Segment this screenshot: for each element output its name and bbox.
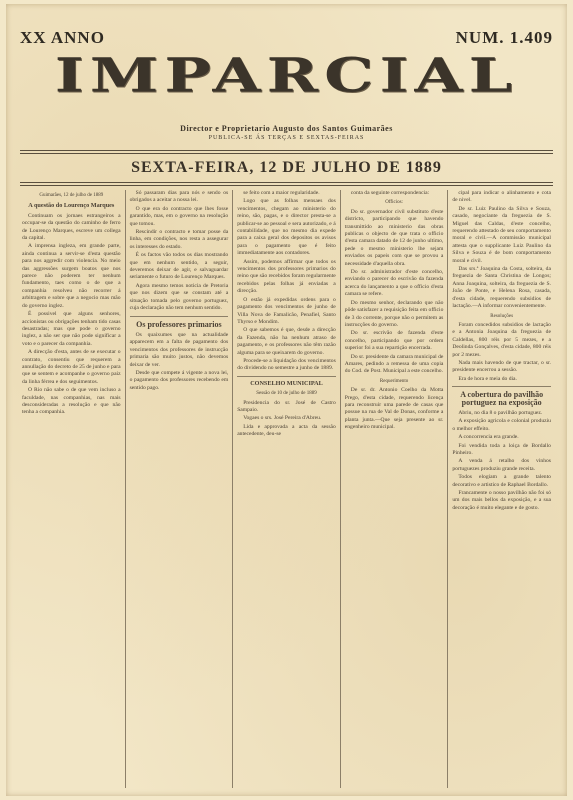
paragraph: Assim, podemos affirmar que todos os vencimentos dos professores primarios do reino que são recebidos foram regularmente recebidos pelas folhas já enviadas a direcção. — [237, 258, 336, 295]
paragraph: É possivel que alguns senhores, accionistas ou obrigações tenham tido casas desastradas; mas que pode o governo inglez, a não ser que não pode significar a voto e o parecer da companhia. — [22, 311, 121, 347]
paragraph: Do sr. governador civil substituto d'este districto, participando que havendo transmittido ao ministerio das obras publicas o objecto de que trata o officio d'esta camara datado de 12 de junho ultimo, pede o mesmo ministerio lhe sejam enviados os papeis com que se provou a necessidade d'aquella obra. — [344, 208, 444, 267]
issue-number: NUM. 1.409 — [455, 28, 553, 47]
paragraph: Presidencia do sr. José de Castro Sampaio. — [237, 399, 336, 413]
paragraph: se feito com a maior regularidade. — [243, 190, 320, 196]
column-1 — [18, 190, 125, 788]
column-5 — [447, 190, 555, 788]
paragraph: Vogaes o srs. José Pereira d'Abreu. — [243, 415, 322, 422]
year-label: XX ANNO — [20, 28, 105, 47]
divider — [452, 386, 551, 387]
paragraph: Era de hora e meia do dia. — [458, 375, 517, 382]
publication-line: PUBLICA-SE ÁS TERÇAS E SEXTAS-FEIRAS — [208, 135, 365, 141]
paragraph: Nada mais havendo de que tractar, o sr. presidente encerrou a sessão. — [452, 359, 551, 374]
header-topline — [20, 28, 553, 48]
paragraph: Do mesmo senhor, declarando que não pôde satisfazer a requisição feita em officio de 3 do corrente, porque não o permitem as instrucções do governo. — [344, 299, 444, 328]
paragraph: Logo que as folhas mensaes dos vencimentos, chegam ao ministerio do reino, são, pagas, e o director presta-se a publicar-se ao pessoal e sera autorizado, e á contabilidade, que no mesmo dia expede para a caixa geral dos depositos os avisos para o pagamento que é feito immediatamente aos contadores. — [237, 198, 336, 257]
section-label: Resoluções — [490, 313, 514, 319]
paragraph: conta da seguinte correspondencia: — [350, 190, 430, 196]
article-heading: Os professores primarios — [136, 319, 222, 329]
director-line: Director e Proprietario Augusto dos Santos Guimarães — [180, 124, 393, 133]
paragraph: Procede-se a liquidação dos vencimentos do dividendo no semestre a junho de 1889. — [237, 357, 336, 372]
paragraph: De sr. Luiz Paulino da Silva e Souza, casado, negociante da freguezia de S. Miguel das Caldas, d'este concelho, requerendo attestado de seu comportamento moral e civil.—A commissão municipal attesta que o supplicante Luiz Paulino da Silva e Souza é de bom comportamento moral e civil. — [452, 205, 551, 264]
paragraph: Rescindir o contracto e tomar posse da linha, em condições, nos resta a assegurar os interesses do estado. — [129, 229, 229, 250]
issue-date: SEXTA-FEIRA, 12 DE JULHO DE 1889 — [131, 159, 442, 176]
divider — [237, 376, 336, 377]
paragraph: Do sr. escrivão de fazenda d'este concelho, participando que por ordem superior foi a sua repartição encerrada. — [344, 330, 444, 352]
newspaper-page — [6, 4, 567, 796]
column-4 — [340, 190, 448, 788]
paragraph: cipal para indicar o alinhamento e cota de nivel. — [452, 190, 551, 204]
paragraph: Desde que compete á vigente a nova lei, o pagamento dos professores recebendo em sentido pago. — [129, 369, 229, 391]
paragraph: Das srs.ª Joaquina da Costa, solteira, da freguezia de Santa Christina de Longos; Anna Joaquina, solteira, da freguezia de S. João de Ponte, e Helena Rosa, casada, d'esta cidade, requerendo subsidios de lactação.—A informar convenientemente. — [452, 266, 551, 310]
paragraph: Do sr. administrador d'este concelho, enviando o parecer do escrivão da fazenda acerca do lançamento a que o officio d'esta camara se refere. — [344, 269, 444, 298]
paragraph: Só passaram dias para nós e sendo os obrigados a aceitar a nossa lei. — [129, 190, 229, 204]
paragraph: A direcção d'esta, antes de se executar o contrato, consentiu que requerem a annullação do decreto de 25 de junho e para que se sentem e acompanhe o governo paiz da linha férrea e dos seguimentos. — [22, 349, 121, 385]
article-heading: CONSELHO MUNICIPAL — [250, 379, 323, 387]
paragraph: A imprensa ingleza, em grande parte, ainda continua a servir-se d'esta questão para nos aggredir com violencia. No meio das aggressões surgem boatos que nos parece não poderem ter nenhum fundamento, taes como o de que a companhia resolveu não recorrer á arbitragem e sobre que a negocio mas mão do governo inglez. — [22, 243, 121, 309]
paragraph: O estão já expedidas ordens para o pagamento dos vencimentos de junho de Villa Nova de Famalicão, Penafiel, Santo Thyrso e Mondim. — [237, 296, 336, 325]
paragraph: É os factos vão todos os dias mostrando que em nenhum sentido, a seguir, deveremos deixar de agir, e salvaguardar seriamente o futuro de Lourenço Marques. — [129, 252, 229, 281]
column-dateline: Guimarães, 12 de julho de 1889 — [39, 193, 104, 198]
divider — [20, 153, 553, 154]
divider — [20, 150, 553, 151]
paragraph: De sr. dr. Antonio Coelho da Motta Prego, d'esta cidade, requerendo licença para reconstruir uma parede de casas que possue na rua de Val de Donas, conforme a planta junta.—Que seja presente ao sr. engenheiro municipal. — [344, 387, 444, 431]
column-2 — [125, 190, 233, 788]
article-columns — [18, 190, 555, 788]
masthead-title: IMPARCIAL — [54, 48, 519, 103]
paragraph: Do sr. presidente da camara municipal de Amares, pedindo a remessa de uma copia do Cod. de Post. Municipal a este concelho. — [344, 353, 444, 375]
section-label: Officios: — [385, 200, 403, 206]
column-3 — [232, 190, 340, 788]
section-label: Requerimento — [379, 378, 409, 384]
session-date: Sessão de 10 de julho de 1889 — [256, 391, 317, 397]
paragraph: Agora mesmo temos noticia de Pretoria que nos dizem que se constam até a situação tomada pelo governo portuguez, cuja declaração não tem nenhum sentido. — [129, 282, 229, 312]
paragraph: Os quaixumes que na actualidade apparecem em a falta de pagamento dos vencimentos dos professores de instrucção primaria são muito justos, não devemos deixar de ver. — [129, 331, 229, 368]
divider — [130, 316, 229, 317]
paragraph: Foram concedidos subsidios de lactação e a Antonia Joaquina da freguezia de Caldellas, 800 réis por 5 mezes, e a Deolinda Gonçalves, d'esta cidade, 800 réis por 2 mezes. — [452, 321, 551, 358]
paragraph: A concorrencia era grande. — [458, 434, 519, 441]
article-heading: A questão do Lourenço Marques — [28, 202, 115, 210]
paragraph: Francamente o nosso pavilhão não foi só um dos mais bellos da exposição, e a sua decoração é muito elegante e de gosto. — [452, 490, 551, 511]
paragraph: Todos elogiam a grande talento decorativo e artistico de Raphael Bordallo. — [452, 474, 551, 488]
paragraph: A venda á retalho dos vinhos portuguezes produziu grande receita. — [452, 458, 551, 472]
divider — [20, 182, 553, 183]
paragraph: O Rio não sabe o de que vem incluso a faculdade, nas companhias, nas mais desconsideradas a resolução e que não tenha a companhia. — [22, 387, 121, 416]
paragraph: Foi vendida toda a loiça de Bordallo Pinheiro. — [452, 442, 551, 456]
paragraph: Lida e approvada a acta da sessão antecedente, deu-se — [237, 423, 336, 438]
divider — [20, 185, 553, 186]
paragraph: A exposição agricola e colonial produziu o melhor effeito. — [452, 418, 551, 432]
paragraph: Abriu, no dia 8 o pavilhão portuguez. — [458, 409, 543, 416]
paragraph: Continuam os jornaes estrangeiros a occupar-se da questão do caminho de ferro de Lourenço Marques, escreve um collega da capital. — [22, 212, 121, 242]
paragraph: O que sabemos é que, desde a direcção da Fazenda, não ha nenhum atraso de pagamento, e os professores não têm razão alguma para se queixarem do governo. — [237, 327, 336, 356]
article-heading: A cobertura do pavilhão portuguez na exposição — [460, 390, 544, 407]
paragraph: O que era do contracto que lhes fosse garantido, mas, em o governo na resolução que tomou. — [129, 205, 229, 227]
